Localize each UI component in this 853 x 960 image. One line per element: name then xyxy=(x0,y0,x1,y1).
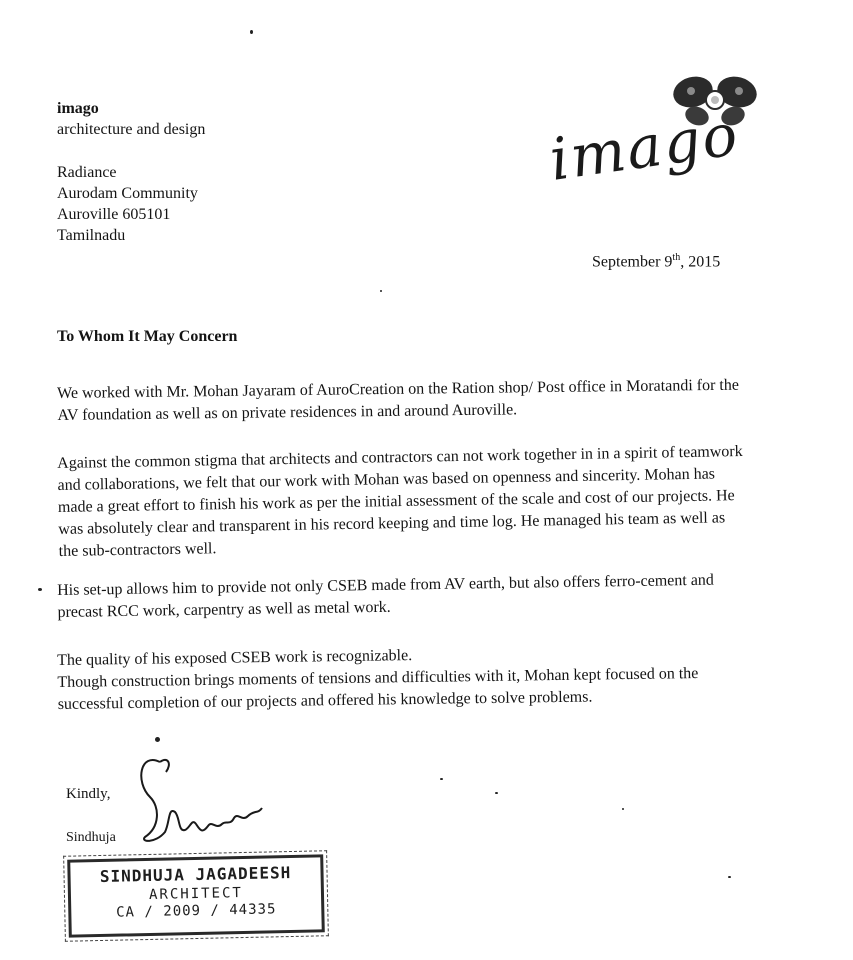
body-paragraph xyxy=(57,569,748,624)
scan-speck xyxy=(38,588,42,591)
letter-date xyxy=(592,252,720,271)
address-line: Auroville 605101 xyxy=(57,206,171,223)
body-paragraph xyxy=(57,441,749,563)
scan-speck xyxy=(440,778,443,780)
stamp-registration: CA / 2009 / 44335 xyxy=(116,901,277,921)
paragraph-text: His set-up allows him to provide not only CSEB made from AV earth, but also offers ferro-cement and precast RCC work, carpentry as well as metal work. xyxy=(57,571,714,621)
sender-tagline: architecture and design xyxy=(57,121,206,138)
paragraph-text: We worked with Mr. Mohan Jayaram of AuroCreation on the Ration shop/ Post office in Moratandi for the AV foundation as well as on private residences in and around Auroville. xyxy=(57,376,740,424)
stamp-title: ARCHITECT xyxy=(148,885,244,903)
handwritten-signature xyxy=(130,752,270,852)
scan-speck xyxy=(622,808,624,810)
paragraph-text: Against the common stigma that architects and contractors can not work together in in a spirit of teamwork and collaborations, we felt that our work with Mohan was based on openness and sincerity. Mohan has made a great effort to finish his work as per the initial assessment of the scale and cost of our projects. He was absolutely clear and transparent in his record keeping and time log. He managed his team as well as the sub-contractors well. xyxy=(57,443,743,560)
address-line: Radiance xyxy=(57,164,117,181)
letterhead-sender xyxy=(57,98,205,140)
scan-speck xyxy=(728,876,731,878)
address-line: Tamilnadu xyxy=(57,227,126,244)
scan-speck xyxy=(380,290,382,292)
sender-address xyxy=(57,162,198,246)
architect-stamp xyxy=(67,854,325,937)
date-month-day: September 9 xyxy=(592,253,673,271)
imago-logo xyxy=(545,70,765,210)
address-line: Aurodam Community xyxy=(57,185,198,202)
body-paragraph xyxy=(57,375,747,427)
logo-wordmark: imago xyxy=(545,100,744,194)
body-paragraph xyxy=(57,640,748,716)
date-year: , 2015 xyxy=(680,253,721,271)
paragraph-text: Though construction brings moments of tensions and difficulties with it, Mohan kept focused on the successful completion of our projects and offered his knowledge to solve problems. xyxy=(57,665,699,713)
date-suffix: th xyxy=(672,252,681,263)
scan-speck xyxy=(495,792,498,794)
signer-name: Sindhuja xyxy=(66,830,116,845)
scan-speck xyxy=(250,30,253,34)
sender-name: imago xyxy=(57,100,99,117)
salutation: To Whom It May Concern xyxy=(57,328,238,345)
closing: Kindly, xyxy=(66,786,111,802)
paragraph-text: The quality of his exposed CSEB work is recognizable. xyxy=(57,647,413,669)
scan-speck xyxy=(155,737,160,742)
stamp-name: SINDHUJA JAGADEESH xyxy=(99,863,292,887)
